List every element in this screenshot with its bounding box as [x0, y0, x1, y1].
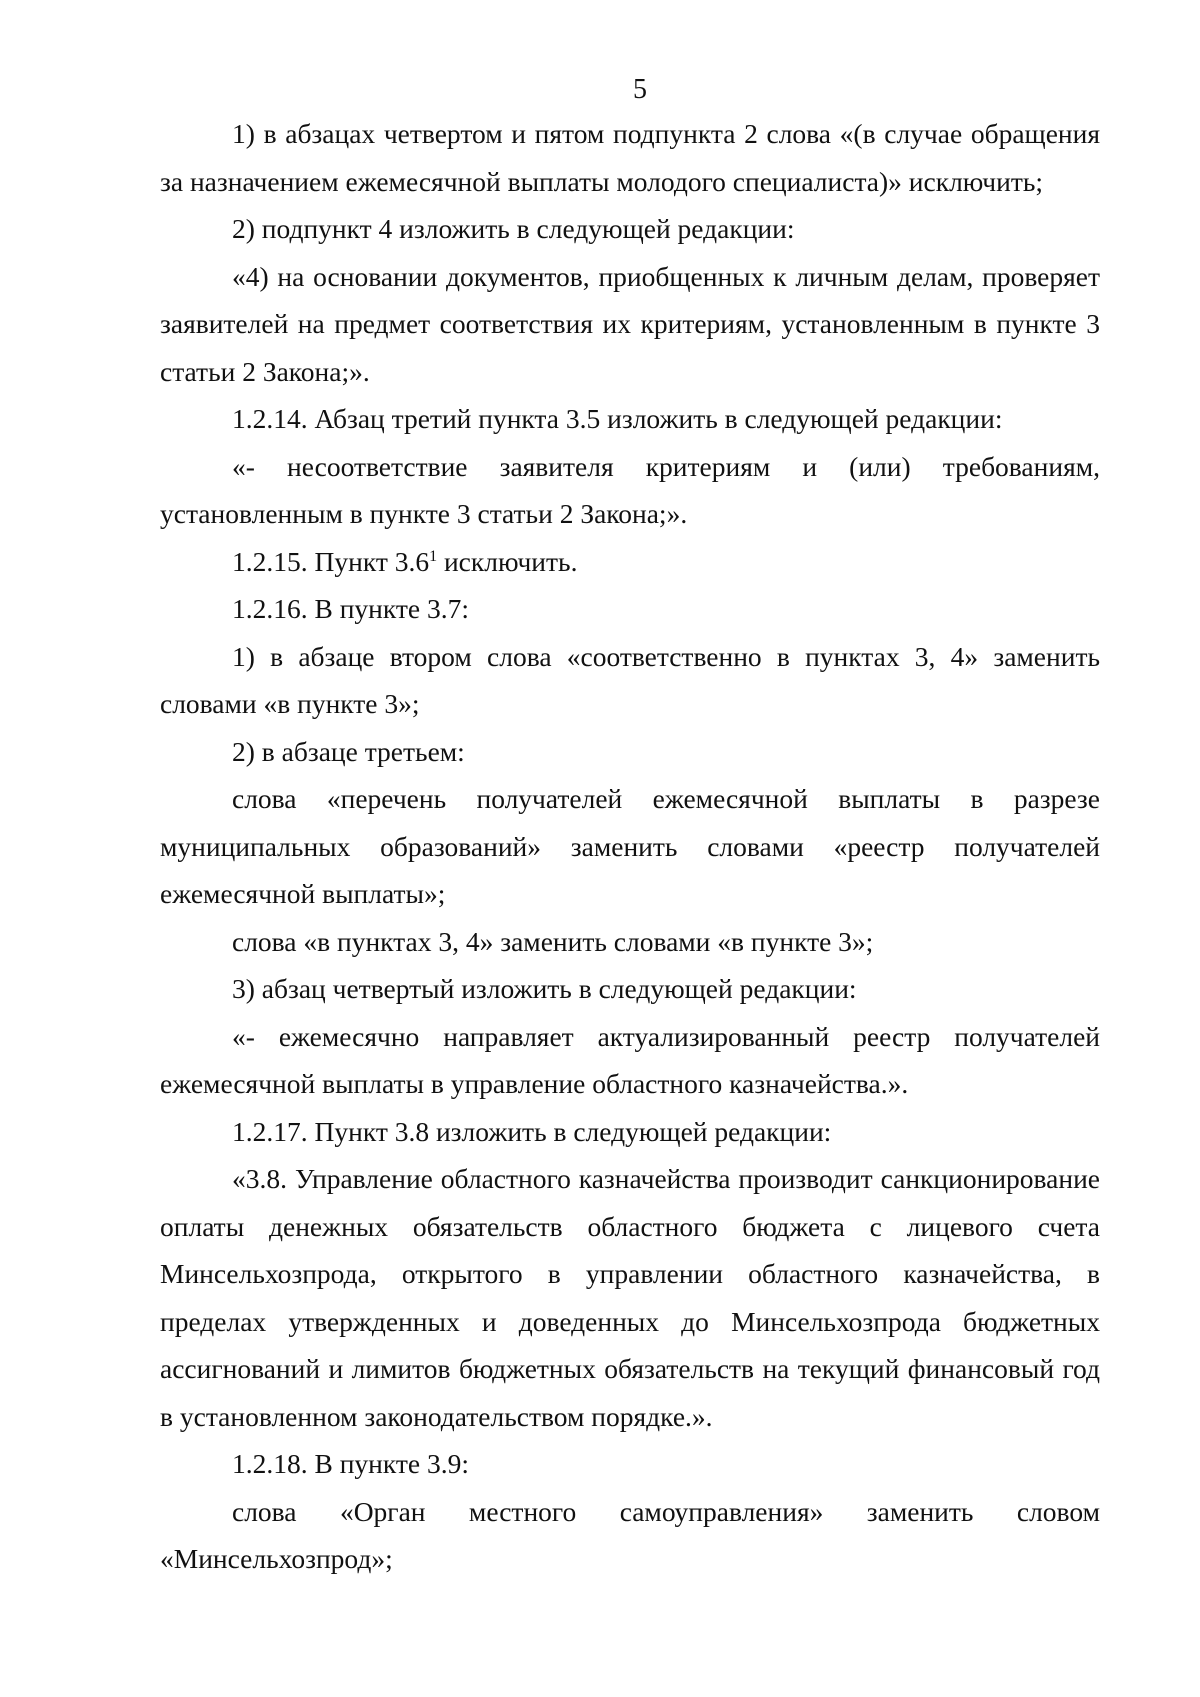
paragraph-words-list-replace: слова «перечень получателей ежемесячной выплаты в разрезе муниципальных образований» заменить словами «реестр получателей ежемесячной выплаты»; — [160, 783, 1100, 909]
paragraph-words-points-replace: слова «в пунктах 3, 4» заменить словами «в пункте 3»; — [232, 925, 874, 957]
paragraph-1-2-15 — [160, 538, 1100, 586]
paragraph-1-2-18: 1.2.18. В пункте 3.9: — [232, 1448, 470, 1479]
paragraph-1-2-14-text: «- несоответствие заявителя критериям и (или) требованиям, установленным в пункте 3 статьи 2 Закона;». — [160, 450, 1100, 529]
paragraph-register-text: «- ежемесячно направляет актуализированный реестр получателей ежемесячной выплаты в управление областного казначейства.». — [160, 1020, 1100, 1099]
page-number: 5 — [633, 74, 647, 105]
paragraph-subitem-4-text: «4) на основании документов, приобщенных к личным делам, проверяет заявителей на предмет соответствия их критериям, установленным в пункте 3 статьи 2 Закона;». — [160, 260, 1100, 387]
paragraph-subitem-4-heading: 2) подпункт 4 изложить в следующей редакции: — [232, 213, 795, 244]
superscript-marker: 1 — [429, 547, 438, 565]
document-body — [160, 110, 1100, 1583]
paragraph-1-2-17-text: «3.8. Управление областного казначейства производит санкционирование оплаты денежных обязательств областного бюджета с лицевого счета Минсельхозпрода, открытого в управлении областного казначейства, в пределах утвержденных и доведенных до Минсельхозпрода бюджетных ассигнований и лимитов бюджетных обязательств на текущий финансовый год в установленном законодательством порядке.». — [160, 1163, 1100, 1432]
paragraph-1-2-16-item-3: 3) абзац четвертый изложить в следующей редакции: — [232, 973, 857, 1004]
paragraph-1-2-15-after: исключить. — [437, 545, 578, 577]
paragraph-amend-subitem-2: 1) в абзацах четвертом и пятом подпункта 2 слова «(в случае обращения за назначением ежемесячной выплаты молодого специалиста)» исключить; — [160, 118, 1100, 197]
paragraph-1-2-16: 1.2.16. В пункте 3.7: — [232, 593, 470, 624]
paragraph-1-2-14: 1.2.14. Абзац третий пункта 3.5 изложить в следующей редакции: — [232, 403, 1003, 434]
paragraph-1-2-17: 1.2.17. Пункт 3.8 изложить в следующей редакции: — [232, 1115, 832, 1147]
paragraph-1-2-15-before: 1.2.15. Пункт 3.6 — [232, 545, 430, 577]
paragraph-1-2-18-text: слова «Орган местного самоуправления» заменить словом «Минсельхозпрод»; — [160, 1495, 1100, 1574]
paragraph-1-2-16-item-1: 1) в абзаце втором слова «соответственно в пунктах 3, 4» заменить словами «в пункте 3»; — [160, 640, 1100, 719]
paragraph-1-2-16-item-2: 2) в абзаце третьем: — [232, 735, 465, 767]
